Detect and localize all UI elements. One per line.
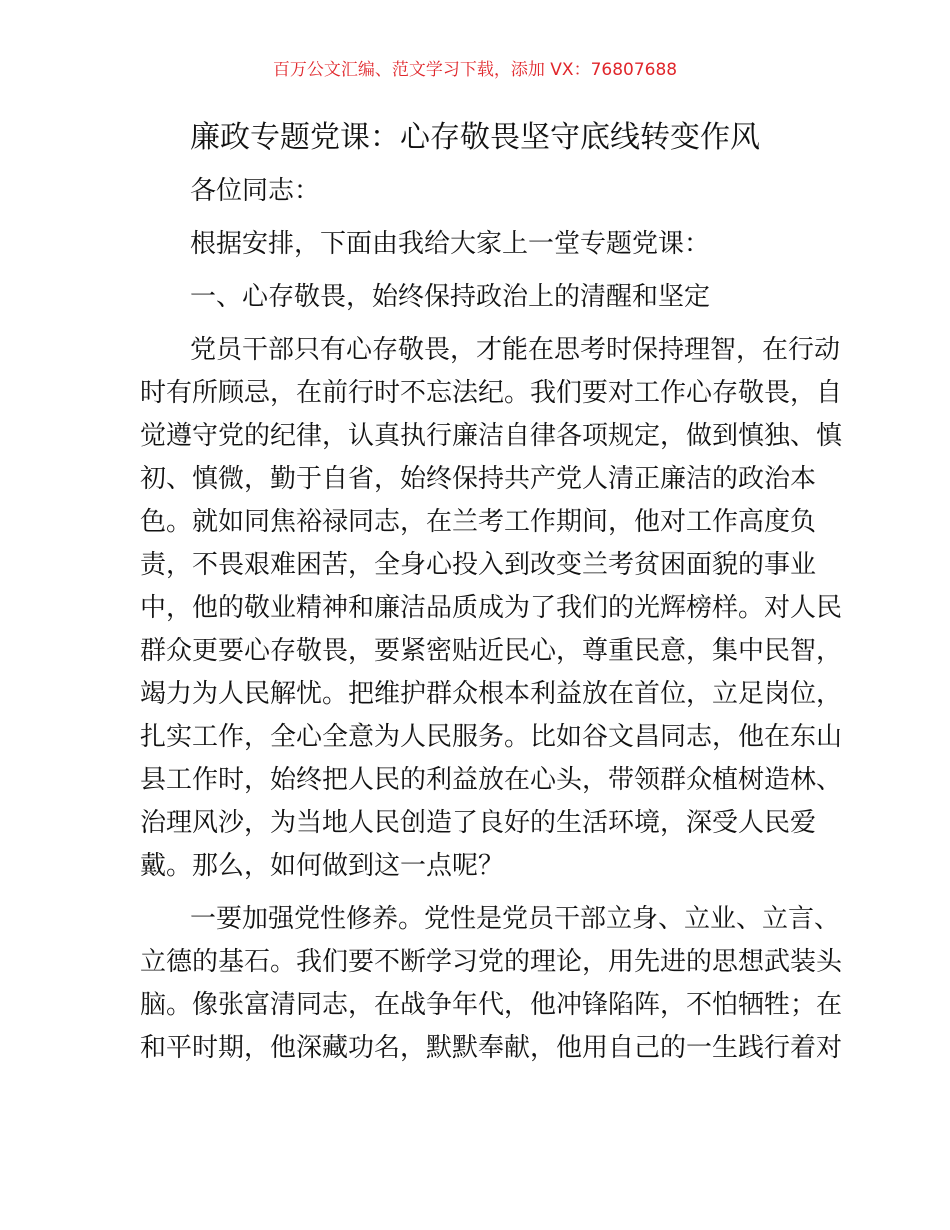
paragraph-line: 群众更要心存敬畏，要紧密贴近民心，尊重民意，集中民智， [140,636,843,666]
paragraph-line: 竭力为人民解忧。把维护群众根本利益放在首位，立足岗位， [140,679,843,709]
paragraph-line: 立德的基石。我们要不断学习党的理论，用先进的思想武装头 [140,947,843,977]
section-heading-paragraph [140,276,810,319]
paragraph-line: 色。就如同焦裕禄同志，在兰考工作期间，他对工作高度负 [140,507,817,537]
paragraph-line: 党员干部只有心存敬畏，才能在思考时保持理智，在行动 [190,335,841,365]
section-heading: 一、心存敬畏，始终保持政治上的清醒和坚定 [190,282,711,312]
intro-text: 根据安排，下面由我给大家上一堂专题党课： [190,229,711,259]
paragraph-line: 扎实工作，全心全意为人民服务。比如谷文昌同志，他在东山 [140,722,843,752]
document-title: 廉政专题党课：心存敬畏坚守底线转变作风 [190,120,760,155]
paragraph-line: 觉遵守党的纪律，认真执行廉洁自律各项规定，做到慎独、慎 [140,421,843,451]
greeting: 各位同志： [190,176,321,206]
body-paragraph-1 [140,329,843,888]
document-body [140,170,843,1080]
paragraph-line: 治理风沙，为当地人民创造了良好的生活环境，深受人民爱 [140,808,817,838]
paragraph-line: 和平时期，他深藏功名，默默奉献，他用自己的一生践行着对 [140,1033,843,1063]
greeting-paragraph [140,170,810,213]
paragraph-line: 时有所顾忌，在前行时不忘法纪。我们要对工作心存敬畏，自 [140,378,843,408]
paragraph-line: 中，他的敬业精神和廉洁品质成为了我们的光辉榜样。对人民 [140,593,843,623]
paragraph-line: 责，不畏艰难困苦，全身心投入到改变兰考贫困面貌的事业 [140,550,817,580]
paragraph-line: 县工作时，始终把人民的利益放在心头，带领群众植树造林、 [140,765,843,795]
paragraph-line: 初、慎微，勤于自省，始终保持共产党人清正廉洁的政治本 [140,464,817,494]
paragraph-line: 脑。像张富清同志，在战争年代，他冲锋陷阵，不怕牺牲；在 [140,990,843,1020]
watermark-header: 百万公文汇编、范文学习下载，添加 VX：76807688 [272,60,678,80]
paragraph-line: 戴。那么，如何做到这一点呢？ [140,851,505,881]
intro-paragraph [140,223,810,266]
paragraph-line: 一要加强党性修养。党性是党员干部立身、立业、立言、 [190,904,841,934]
body-paragraph-2 [140,898,843,1070]
